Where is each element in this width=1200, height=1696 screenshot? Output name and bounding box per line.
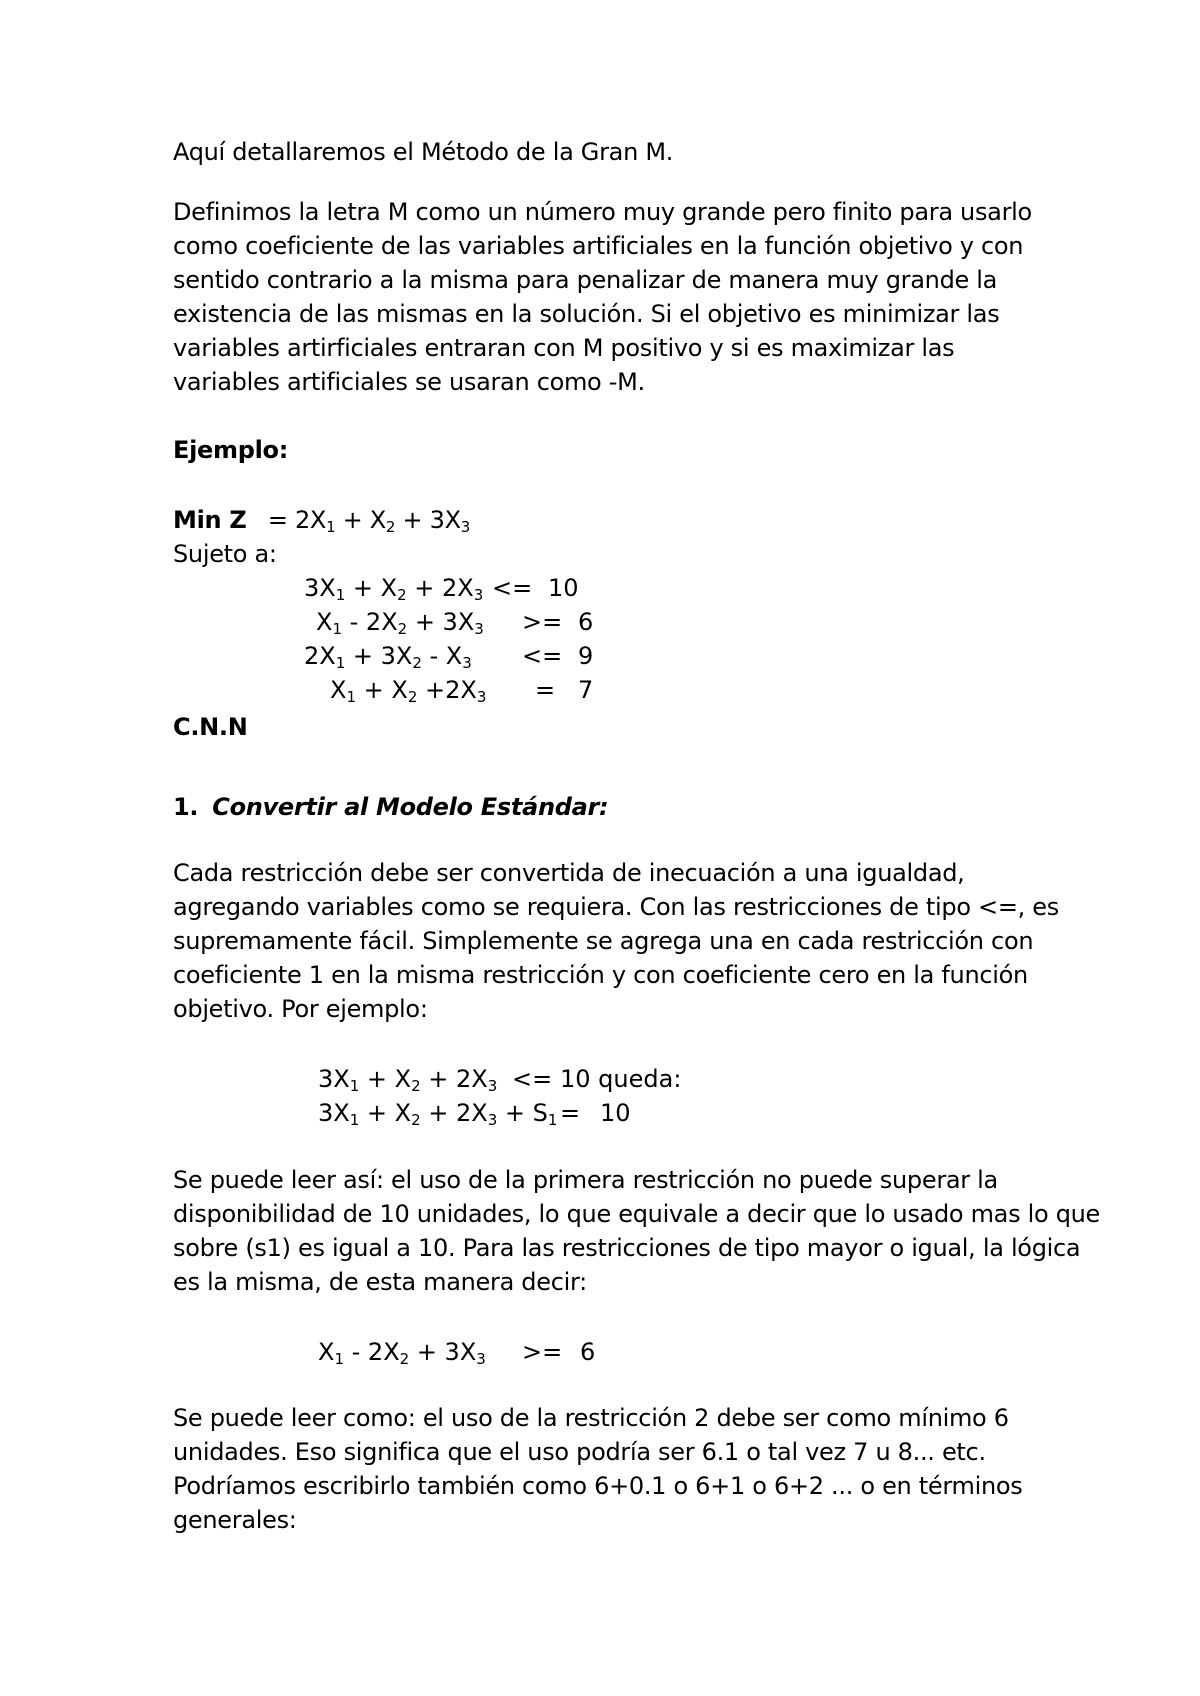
reading-line: disponibilidad de 10 unidades, lo que equivale a decir que lo usado mas lo que bbox=[173, 1200, 1101, 1228]
definition-line: Definimos la letra M como un número muy grande pero finito para usarlo bbox=[173, 198, 1032, 226]
reading-line: sobre (s1) es igual a 10. Para las restricciones de tipo mayor o igual, la lógica bbox=[173, 1234, 1081, 1262]
step1-line: agregando variables como se requiera. Con las restricciones de tipo <=, es bbox=[173, 893, 1059, 921]
step1-line: coeficiente 1 en la misma restricción y con coeficiente cero en la función bbox=[173, 961, 1028, 989]
example-heading: Ejemplo: bbox=[173, 436, 288, 464]
constraint-operator: >= bbox=[522, 608, 563, 636]
equation-rhs: 10 bbox=[600, 1099, 631, 1127]
definition-line: variables artificiales se usaran como -M. bbox=[173, 368, 645, 396]
equation-lhs: $3X_1 + X_2 + 2X_3$ bbox=[318, 1065, 498, 1095]
equation-lhs: $X_1 - 2X_2 + 3X_3$ bbox=[318, 1338, 486, 1368]
constraint-rhs: 10 bbox=[548, 574, 579, 602]
constraint-operator: <= bbox=[492, 574, 533, 602]
equation-operator: = bbox=[560, 1099, 581, 1127]
objective-label: Min Z bbox=[173, 506, 247, 534]
constraint-rhs: 6 bbox=[578, 608, 594, 636]
equation-operator: <= bbox=[512, 1065, 553, 1093]
step1-title: Convertir al Modelo Estándar: bbox=[212, 793, 609, 821]
equation-rhs: 6 bbox=[580, 1338, 596, 1366]
constraint-lhs: $X_1 + X_2 +2X_3$ bbox=[330, 676, 487, 706]
constraint-operator: <= bbox=[522, 642, 563, 670]
step1-heading bbox=[173, 790, 608, 824]
reading-line: es la misma, de esta manera decir: bbox=[173, 1268, 587, 1296]
closing-line: generales: bbox=[173, 1506, 297, 1534]
closing-line: Podríamos escribirlo también como 6+0.1 o 6+1 o 6+2 ... o en términos bbox=[173, 1472, 1023, 1500]
step1-line: supremamente fácil. Simplemente se agrega una en cada restricción con bbox=[173, 927, 1034, 955]
step1-line: Cada restricción debe ser convertida de inecuación a una igualdad, bbox=[173, 859, 965, 887]
subject-to-label: Sujeto a: bbox=[173, 540, 277, 568]
definition-line: variables artirficiales entraran con M positivo y si es maximizar las bbox=[173, 334, 955, 362]
constraint-rhs: 9 bbox=[578, 642, 594, 670]
equation-lhs: $3X_1 + X_2 + 2X_3 + S_1$ bbox=[318, 1099, 558, 1129]
constraint-operator: = bbox=[535, 676, 556, 704]
objective-function bbox=[173, 503, 470, 537]
step1-number: 1. bbox=[173, 793, 199, 821]
closing-line: Se puede leer como: el uso de la restricción 2 debe ser como mínimo 6 bbox=[173, 1404, 1009, 1432]
equation-rhs: 10 queda: bbox=[560, 1065, 682, 1093]
definition-line: existencia de las mismas en la solución. Si el objetivo es minimizar las bbox=[173, 300, 1000, 328]
closing-line: unidades. Eso significa que el uso podría ser 6.1 o tal vez 7 u 8... etc. bbox=[173, 1438, 986, 1466]
cnn-label: C.N.N bbox=[173, 713, 248, 741]
constraint-lhs: $3X_1 + X_2 + 2X_3$ bbox=[304, 574, 484, 604]
step1-line: objetivo. Por ejemplo: bbox=[173, 995, 428, 1023]
objective-expression: = $2X_1 + X_2 + 3X_3$ bbox=[267, 506, 471, 536]
intro-line: Aquí detallaremos el Método de la Gran M. bbox=[173, 138, 674, 166]
definition-line: sentido contrario a la misma para penalizar de manera muy grande la bbox=[173, 266, 998, 294]
definition-line: como coeficiente de las variables artificiales en la función objetivo y con bbox=[173, 232, 1024, 260]
constraint-lhs: $2X_1 + 3X_2 - X_3$ bbox=[304, 642, 472, 672]
equation-operator: >= bbox=[522, 1338, 563, 1366]
constraint-rhs: 7 bbox=[578, 676, 594, 704]
reading-line: Se puede leer así: el uso de la primera restricción no puede superar la bbox=[173, 1166, 998, 1194]
constraint-lhs: $X_1 - 2X_2 + 3X_3$ bbox=[316, 608, 484, 638]
